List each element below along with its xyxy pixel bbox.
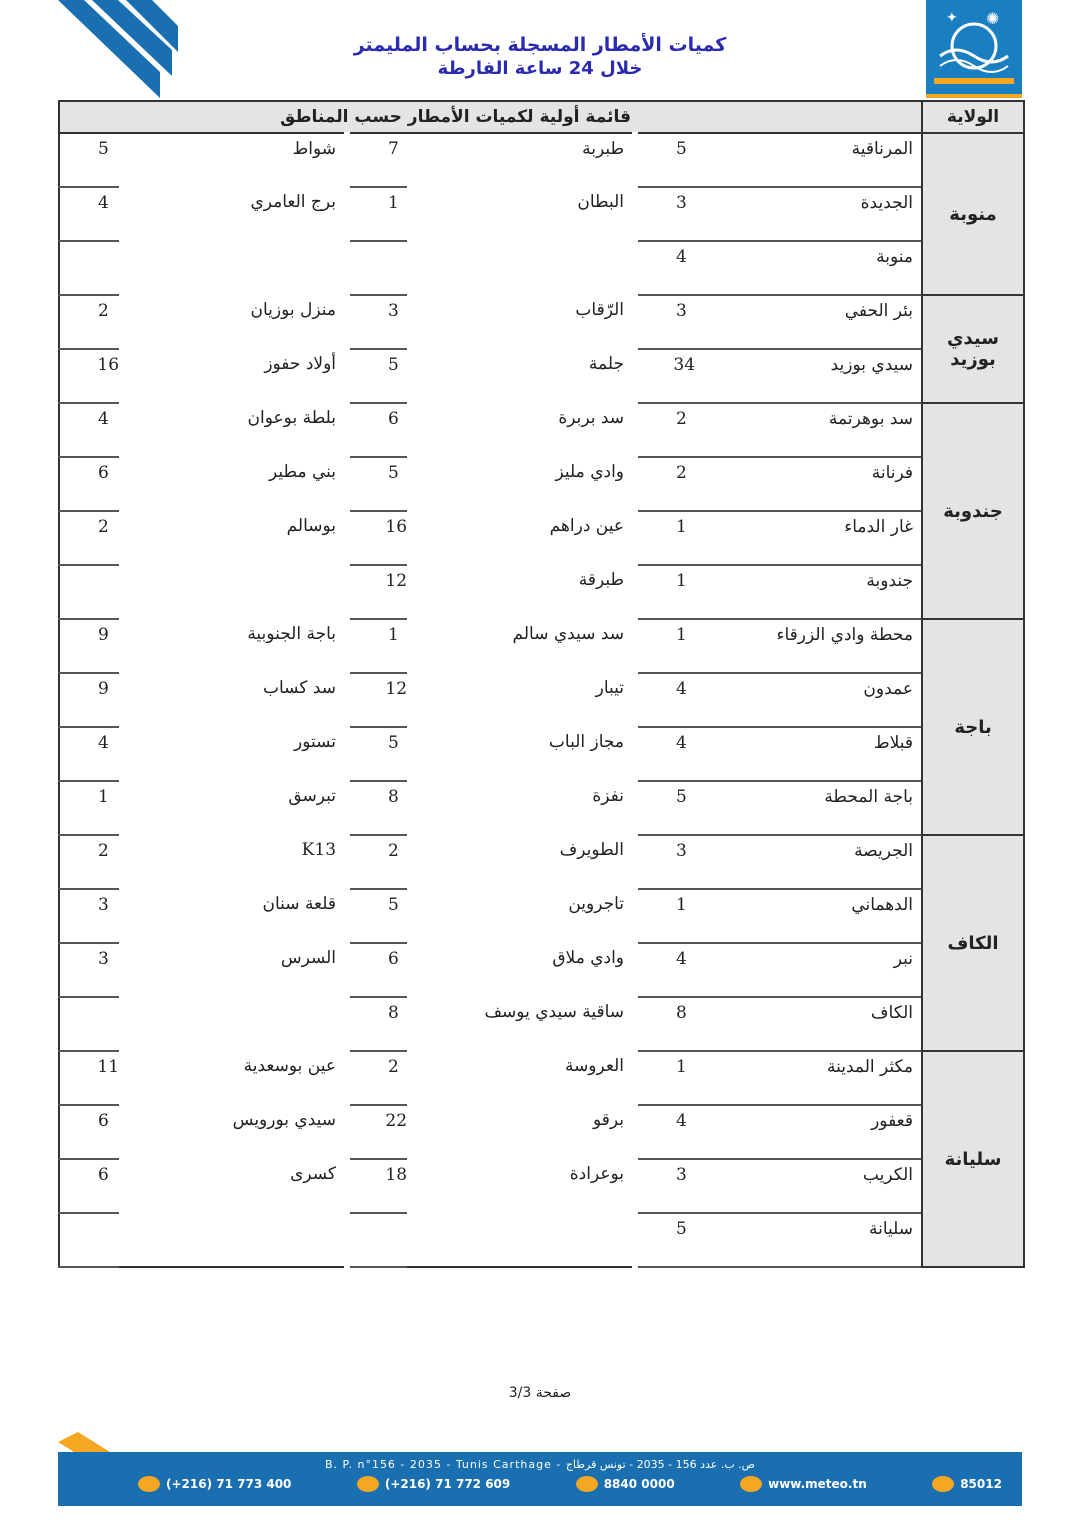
rainfall-value-cell: 5 bbox=[347, 349, 407, 403]
rainfall-value-cell: 3 bbox=[635, 295, 695, 349]
page-subtitle: خلال 24 ساعة الفارطة bbox=[437, 58, 643, 79]
table-row bbox=[59, 511, 1024, 565]
rainfall-value-cell: 3 bbox=[635, 835, 695, 889]
station-name-cell: بوسالم bbox=[286, 516, 337, 536]
svg-text:✺: ✺ bbox=[986, 9, 1000, 28]
rainfall-value-cell: 5 bbox=[59, 133, 119, 187]
rainfall-value-cell: 2 bbox=[347, 835, 407, 889]
rainfall-value-cell: 9 bbox=[59, 619, 119, 673]
footer-bar bbox=[58, 1452, 1022, 1506]
rainfall-value-cell: 16 bbox=[347, 511, 407, 565]
rainfall-value-cell: 4 bbox=[59, 727, 119, 781]
rainfall-value-cell: 12 bbox=[347, 673, 407, 727]
station-name-cell: منوبة bbox=[695, 241, 922, 295]
rainfall-value-cell: 6 bbox=[347, 403, 407, 457]
rainfall-value-cell: 8 bbox=[347, 997, 407, 1051]
rainfall-value-cell: 6 bbox=[59, 457, 119, 511]
station-name-cell: باجة الجنوبية bbox=[247, 624, 337, 644]
footer-phone-1: (+216) 71 773 400 bbox=[138, 1476, 291, 1492]
station-name-cell: سيدي بوزيد bbox=[695, 349, 922, 403]
station-name-cell: سيدي بورويس bbox=[232, 1110, 337, 1130]
station-name-cell: جلمة bbox=[588, 354, 625, 374]
rainfall-value-cell bbox=[59, 565, 119, 619]
rainfall-value-cell: 8 bbox=[635, 997, 695, 1051]
station-name-cell: الجديدة bbox=[695, 187, 922, 241]
station-name-cell: الطويرف bbox=[559, 840, 625, 860]
rainfall-value-cell: 3 bbox=[347, 295, 407, 349]
svg-text:✦: ✦ bbox=[946, 10, 958, 26]
governorate-cell: سيدي بوزيد bbox=[922, 295, 1024, 403]
rainfall-value-cell bbox=[59, 1213, 119, 1267]
rainfall-value-cell: 5 bbox=[347, 727, 407, 781]
table-row bbox=[59, 403, 1024, 457]
governorate-cell: منوبة bbox=[922, 133, 1024, 295]
table-row bbox=[59, 727, 1024, 781]
web-icon bbox=[740, 1476, 762, 1492]
station-name-cell: محطة وادي الزرقاء bbox=[695, 619, 922, 673]
rainfall-value-cell: 1 bbox=[635, 619, 695, 673]
station-name-cell: باجة المحطة bbox=[695, 781, 922, 835]
rainfall-value-cell: 6 bbox=[59, 1105, 119, 1159]
table-row bbox=[59, 1051, 1024, 1105]
station-name-cell: الكريب bbox=[695, 1159, 922, 1213]
station-name-cell: سد بربرة bbox=[558, 408, 625, 428]
station-name-cell: قبلاط bbox=[695, 727, 922, 781]
page-title: كميات الأمطار المسجلة بحساب المليمتر bbox=[353, 34, 727, 56]
footer-website[interactable]: www.meteo.tn bbox=[740, 1476, 867, 1492]
station-name-cell: سليانة bbox=[695, 1213, 922, 1267]
station-name-cell bbox=[407, 1213, 635, 1267]
rainfall-value-cell: 5 bbox=[635, 133, 695, 187]
governorate-column-header: الولاية bbox=[922, 101, 1024, 133]
station-name-cell: أولاد حفوز bbox=[264, 354, 337, 374]
station-name-cell: برج العامري bbox=[250, 192, 337, 212]
rainfall-value-cell: 2 bbox=[635, 457, 695, 511]
table-header-row bbox=[59, 101, 1024, 133]
table-title: قائمة أولية لكميات الأمطار حسب المناطق bbox=[59, 101, 922, 133]
rainfall-value-cell: 4 bbox=[635, 673, 695, 727]
station-name-cell: طبرقة bbox=[578, 570, 625, 590]
table-row bbox=[59, 349, 1024, 403]
phone-icon bbox=[138, 1476, 160, 1492]
table-row bbox=[59, 1213, 1024, 1267]
station-name-cell: مكثر المدينة bbox=[695, 1051, 922, 1105]
rainfall-value-cell: 2 bbox=[59, 835, 119, 889]
station-name-cell: السرس bbox=[280, 948, 337, 968]
table-row bbox=[59, 1105, 1024, 1159]
rainfall-value-cell: 2 bbox=[635, 403, 695, 457]
rainfall-value-cell bbox=[347, 1213, 407, 1267]
station-name-cell: تاجروين bbox=[568, 894, 625, 914]
table-row bbox=[59, 781, 1024, 835]
table-row bbox=[59, 187, 1024, 241]
station-name-cell: برقو bbox=[592, 1110, 625, 1130]
rainfall-value-cell: 2 bbox=[59, 511, 119, 565]
table-row bbox=[59, 565, 1024, 619]
table-row bbox=[59, 889, 1024, 943]
table-row bbox=[59, 673, 1024, 727]
rainfall-value-cell: 7 bbox=[347, 133, 407, 187]
station-name-cell: قلعة سنان bbox=[262, 894, 337, 914]
rainfall-value-cell: 4 bbox=[635, 241, 695, 295]
station-name-cell bbox=[407, 241, 635, 295]
rainfall-value-cell bbox=[347, 241, 407, 295]
station-name-cell: فرنانة bbox=[695, 457, 922, 511]
footer-phone-2: (+216) 71 772 609 bbox=[357, 1476, 510, 1492]
table-row bbox=[59, 241, 1024, 295]
station-name-cell: عمدون bbox=[695, 673, 922, 727]
rainfall-value-cell: 4 bbox=[635, 1105, 695, 1159]
table-row bbox=[59, 295, 1024, 349]
inm-logo bbox=[926, 0, 1022, 98]
table-row bbox=[59, 997, 1024, 1051]
station-name-cell: جندوبة bbox=[695, 565, 922, 619]
rainfall-value-cell: 6 bbox=[59, 1159, 119, 1213]
station-name-cell: K13 bbox=[301, 840, 337, 860]
station-name-cell: مجاز الباب bbox=[548, 732, 625, 752]
station-name-cell: شواط bbox=[292, 139, 337, 159]
rainfall-value-cell: 12 bbox=[347, 565, 407, 619]
table-row bbox=[59, 1159, 1024, 1213]
station-name-cell: كسرى bbox=[290, 1164, 337, 1184]
station-name-cell: بئر الحفي bbox=[695, 295, 922, 349]
footer-sms: 85012 bbox=[932, 1476, 1002, 1492]
fax-icon bbox=[357, 1476, 379, 1492]
station-name-cell: بوعرادة bbox=[569, 1164, 625, 1184]
station-name-cell: سد بوهرتمة bbox=[695, 403, 922, 457]
station-name-cell: بني مطير bbox=[269, 462, 337, 482]
rainfall-value-cell: 34 bbox=[635, 349, 695, 403]
station-name-cell bbox=[119, 241, 347, 295]
station-name-cell: منزل بوزيان bbox=[250, 300, 337, 320]
rainfall-value-cell: 6 bbox=[347, 943, 407, 997]
rainfall-value-cell: 2 bbox=[347, 1051, 407, 1105]
rainfall-value-cell bbox=[59, 241, 119, 295]
rainfall-value-cell: 4 bbox=[635, 943, 695, 997]
station-name-cell: وادي ملاق bbox=[552, 948, 625, 968]
station-name-cell: الكاف bbox=[695, 997, 922, 1051]
rainfall-value-cell: 5 bbox=[347, 457, 407, 511]
rainfall-value-cell: 3 bbox=[635, 1159, 695, 1213]
rainfall-value-cell: 8 bbox=[347, 781, 407, 835]
rainfall-value-cell: 1 bbox=[635, 1051, 695, 1105]
rainfall-value-cell: 1 bbox=[347, 619, 407, 673]
station-name-cell: العروسة bbox=[564, 1056, 625, 1076]
station-name-cell: البطان bbox=[577, 192, 625, 212]
governorate-cell: جندوبة bbox=[922, 403, 1024, 619]
station-name-cell: سد سيدي سالم bbox=[512, 624, 625, 644]
governorate-cell: الكاف bbox=[922, 835, 1024, 1051]
rainfall-value-cell: 1 bbox=[347, 187, 407, 241]
rainfall-value-cell: 5 bbox=[635, 781, 695, 835]
station-name-cell: طبربة bbox=[582, 139, 625, 159]
footer-hotline: 8840 0000 bbox=[576, 1476, 675, 1492]
page-number: صفحة 3/3 bbox=[508, 1385, 572, 1401]
station-name-cell bbox=[119, 997, 347, 1051]
rainfall-value-cell: 1 bbox=[635, 889, 695, 943]
station-name-cell: سد كساب bbox=[263, 678, 337, 698]
table-row bbox=[59, 943, 1024, 997]
table-row bbox=[59, 835, 1024, 889]
rainfall-value-cell: 5 bbox=[347, 889, 407, 943]
rainfall-value-cell: 11 bbox=[59, 1051, 119, 1105]
table-row bbox=[59, 133, 1024, 187]
governorate-cell: باجة bbox=[922, 619, 1024, 835]
sms-icon bbox=[932, 1476, 954, 1492]
table-row bbox=[59, 619, 1024, 673]
rainfall-value-cell bbox=[59, 997, 119, 1051]
governorate-cell: سليانة bbox=[922, 1051, 1024, 1267]
station-name-cell: الدهماني bbox=[695, 889, 922, 943]
header-stripes-decoration bbox=[0, 0, 190, 110]
rainfall-value-cell: 22 bbox=[347, 1105, 407, 1159]
station-name-cell: قعفور bbox=[695, 1105, 922, 1159]
rainfall-value-cell: 4 bbox=[59, 187, 119, 241]
station-name-cell: عين دراهم bbox=[549, 516, 625, 536]
rainfall-value-cell: 18 bbox=[347, 1159, 407, 1213]
rainfall-value-cell: 16 bbox=[59, 349, 119, 403]
rainfall-value-cell: 1 bbox=[635, 511, 695, 565]
rainfall-value-cell: 1 bbox=[635, 565, 695, 619]
rainfall-value-cell: 3 bbox=[635, 187, 695, 241]
station-name-cell: نفزة bbox=[592, 786, 625, 806]
table-row bbox=[59, 457, 1024, 511]
rainfall-value-cell: 3 bbox=[59, 889, 119, 943]
hotline-icon bbox=[576, 1476, 598, 1492]
rainfall-value-cell: 1 bbox=[59, 781, 119, 835]
rainfall-value-cell: 2 bbox=[59, 295, 119, 349]
rainfall-value-cell: 3 bbox=[59, 943, 119, 997]
station-name-cell: بلطة بوعوان bbox=[247, 408, 337, 428]
rainfall-value-cell: 4 bbox=[635, 727, 695, 781]
station-name-cell: المرناقية bbox=[695, 133, 922, 187]
station-name-cell: تبرسق bbox=[288, 786, 337, 806]
station-name-cell: غار الدماء bbox=[695, 511, 922, 565]
rainfall-value-cell: 4 bbox=[59, 403, 119, 457]
station-name-cell: الرّقاب bbox=[575, 300, 625, 320]
station-name-cell: عين بوسعدية bbox=[243, 1056, 337, 1076]
station-name-cell bbox=[119, 565, 347, 619]
station-name-cell: الجريصة bbox=[695, 835, 922, 889]
station-name-cell: نبر bbox=[695, 943, 922, 997]
station-name-cell bbox=[119, 1213, 347, 1267]
station-name-cell: تستور bbox=[293, 732, 337, 752]
station-name-cell: وادي مليز bbox=[555, 462, 625, 482]
station-name-cell: تيبار bbox=[595, 678, 625, 698]
station-name-cell: ساقية سيدي يوسف bbox=[484, 1002, 625, 1022]
rainfall-value-cell: 5 bbox=[635, 1213, 695, 1267]
rainfall-value-cell: 9 bbox=[59, 673, 119, 727]
rainfall-table bbox=[58, 100, 1025, 1268]
footer-address: B. P. n°156 - 2035 - Tunis Carthage - ص. ب. عدد 156 - 2035 - تونس قرطاج bbox=[325, 1458, 755, 1471]
